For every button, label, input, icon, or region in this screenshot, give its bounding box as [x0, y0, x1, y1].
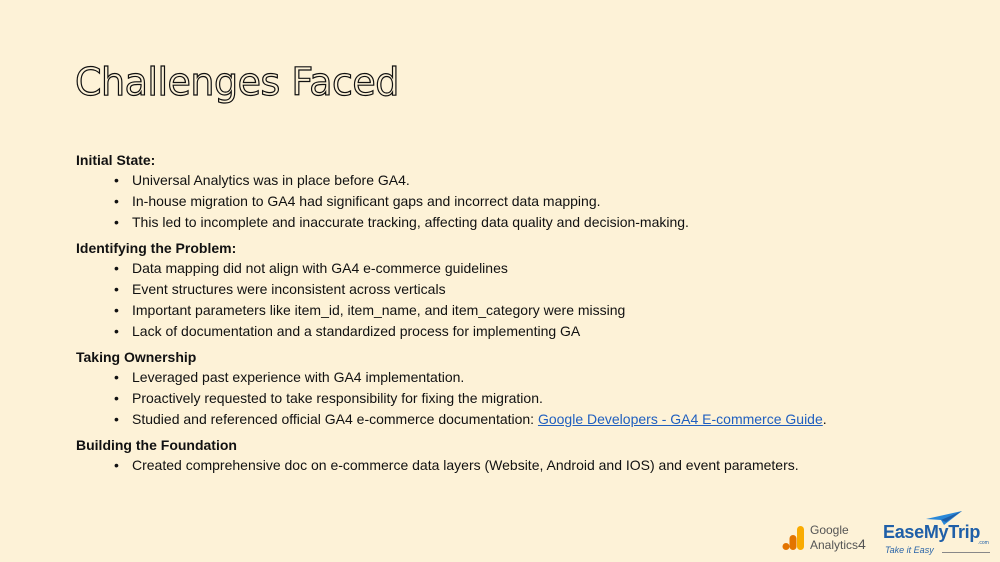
section-heading-initial-state: Initial State: — [76, 152, 156, 168]
list-item: • Leveraged past experience with GA4 implementation. — [76, 367, 976, 388]
easemytrip-dotcom: .com — [978, 540, 989, 546]
bullet-icon: • — [114, 390, 119, 406]
list-item: • This led to incomplete and inaccurate tracking, affecting data quality and decision-making. — [76, 212, 976, 233]
bullet-icon: • — [114, 260, 119, 276]
section-heading-taking-ownership: Taking Ownership — [76, 349, 197, 365]
list-item: • Created comprehensive doc on e-commerce data layers (Website, Android and IOS) and event parameters. — [76, 455, 976, 476]
list-item: • Lack of documentation and a standardized process for implementing GA — [76, 321, 976, 342]
google-analytics-wordmark: Google Analytics4 — [810, 523, 866, 552]
list-item: • Event structures were inconsistent across verticals — [76, 279, 976, 300]
list-item: • Data mapping did not align with GA4 e-commerce guidelines — [76, 258, 976, 279]
section-heading-building-foundation: Building the Foundation — [76, 437, 237, 453]
list-item: • Proactively requested to take responsibility for fixing the migration. — [76, 388, 976, 409]
bullet-list-taking-ownership — [76, 367, 976, 430]
easemytrip-logo — [880, 508, 992, 558]
section-heading-identifying-problem: Identifying the Problem: — [76, 240, 237, 256]
page-title: Challenges Faced — [75, 60, 399, 104]
bullet-icon: • — [114, 172, 119, 188]
slide-content — [76, 150, 976, 476]
bullet-list-identifying-problem — [76, 258, 976, 342]
list-item: • In-house migration to GA4 had significant gaps and incorrect data mapping. — [76, 191, 976, 212]
bullet-list-building-foundation — [76, 455, 976, 476]
bullet-icon: • — [114, 193, 119, 209]
bullet-icon: • — [114, 411, 119, 427]
bullet-icon: • — [114, 302, 119, 318]
list-item: • Universal Analytics was in place before GA4. — [76, 170, 976, 191]
easemytrip-tagline: Take it Easy — [885, 545, 934, 555]
easemytrip-wordmark: EaseMyTrip — [883, 522, 981, 542]
google-analytics-bars-icon — [782, 524, 806, 552]
bullet-icon: • — [114, 323, 119, 339]
bullet-icon: • — [114, 369, 119, 385]
google-analytics-logo — [782, 522, 877, 554]
bullet-icon: • — [114, 281, 119, 297]
list-item: • Studied and referenced official GA4 e-commerce documentation: Google Developers - GA4 E-commerce Guide. — [76, 409, 976, 430]
ga4-ecommerce-guide-link[interactable]: Google Developers - GA4 E-commerce Guide — [537, 411, 823, 427]
list-item: • Important parameters like item_id, item_name, and item_category were missing — [76, 300, 976, 321]
bullet-icon: • — [114, 214, 119, 230]
bullet-list-initial-state — [76, 170, 976, 233]
divider — [942, 552, 990, 553]
bullet-icon: • — [114, 457, 119, 473]
